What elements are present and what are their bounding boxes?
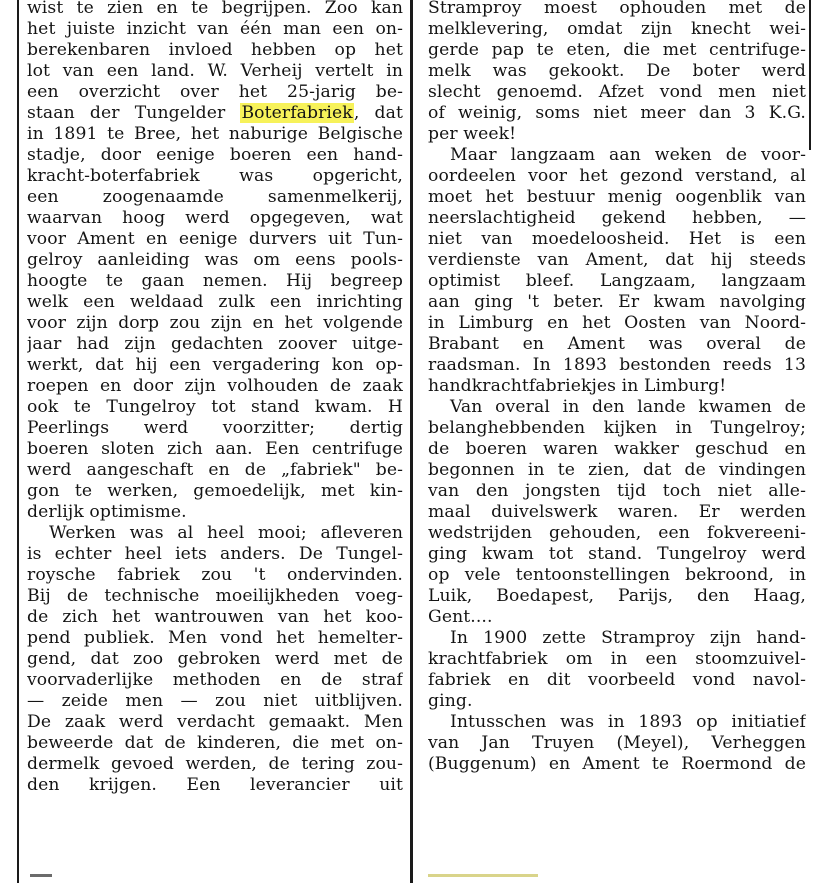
text-line: fabriek en dit voorbeeld vond navol- <box>428 670 806 690</box>
text-line: waarvan hoog werd opgegeven, wat <box>27 208 403 228</box>
text-line: voor zijn dorp zou zijn en het volgende <box>27 313 403 333</box>
text-line: ging. <box>428 691 473 711</box>
cut-off-text-fragment <box>428 874 538 877</box>
text-line: (Buggenum) en Ament te Roermond de <box>428 754 806 774</box>
text-line: gelroy aanleiding was om eens pools- <box>27 250 403 270</box>
text-line: Brabant en Ament was overal de <box>428 334 806 354</box>
text-line: wedstrijden gehouden, een fokvereeni- <box>428 523 806 543</box>
article-column-left <box>27 0 403 796</box>
text-line: beweerde dat de kinderen, die met on- <box>27 733 403 753</box>
text-line: — zeide men — zou niet uitblijven. <box>27 691 403 711</box>
text-line: van den jongsten tijd toch niet alle- <box>428 481 806 501</box>
text-line: raadsman. In 1893 bestonden reeds 13 <box>428 355 806 375</box>
text-line: op vele tentoonstellingen bekroond, in <box>428 565 806 585</box>
text-line: per week! <box>428 124 517 144</box>
text-line: begonnen in te zien, dat de vindingen <box>428 460 806 480</box>
text-line: in 1891 te Bree, het naburige Belgische <box>27 124 403 144</box>
text-line: voorvaderlijke methoden en de straf <box>27 670 403 690</box>
text-line: kracht-boterfabriek was opgericht, <box>27 166 403 186</box>
text-line: gon te werken, gemoedelijk, met kin- <box>27 481 403 501</box>
column-rule-right <box>809 0 811 150</box>
text-line: werkt, dat hij een vergadering kon op- <box>27 355 403 375</box>
text-line: slecht genoemd. Afzet vond men niet <box>428 82 806 102</box>
text-line: boeren sloten zich aan. Een centrifuge <box>27 439 403 459</box>
text-line: Gent.... <box>428 607 493 627</box>
text-line: Peerlings werd voorzitter; dertig <box>27 418 403 438</box>
text-line: In 1900 zette Stramproy zijn hand- <box>450 628 806 648</box>
text-line: van Jan Truyen (Meyel), Verheggen <box>428 733 806 753</box>
text-line: ging kwam tot stand. Tungelroy werd <box>428 544 806 564</box>
text-line: niet van moedeloosheid. Het is een <box>428 229 806 249</box>
text-line: een zoogenaamde samenmelkerij, <box>27 187 403 207</box>
column-rule-middle <box>410 0 413 883</box>
text-line: melklevering, omdat zijn knecht wei- <box>428 19 806 39</box>
text-line: werd aangeschaft en de „fabriek" be- <box>27 460 403 480</box>
text-line: maal duivelswerk waren. Er werden <box>428 502 806 522</box>
text-line: in Limburg en het Oosten van Noord- <box>428 313 806 333</box>
text-line: gend, dat zoo gebroken werd met de <box>27 649 403 669</box>
text-line: staan der Tungelder Boterfabriek, dat <box>27 103 403 123</box>
text-line: roysche fabriek zou 't ondervinden. <box>27 565 403 585</box>
text-line: voor Ament en eenige durvers uit Tun- <box>27 229 403 249</box>
text-line: hoogte te gaan nemen. Hij begreep <box>27 271 403 291</box>
text-line: Luik, Boedapest, Parijs, den Haag, <box>428 586 806 606</box>
text-line: stadje, door eenige boeren een hand- <box>27 145 403 165</box>
text-line: De zaak werd verdacht gemaakt. Men <box>27 712 403 732</box>
column-rule-left <box>17 0 19 883</box>
text-line: oordeelen voor het gezond verstand, al <box>428 166 806 186</box>
text-line: pend publiek. Men vond het hemelter- <box>27 628 403 648</box>
text-line: lot van een land. W. Verheij vertelt in <box>27 61 403 81</box>
text-line: optimist bleef. Langzaam, langzaam <box>428 271 806 291</box>
text-line: derlijk optimisme. <box>27 502 187 522</box>
text-line: Intusschen was in 1893 op initiatief <box>450 712 806 732</box>
text-line: het juiste inzicht van één man een on- <box>27 19 403 39</box>
text-line: of weinig, soms niet meer dan 3 K.G. <box>428 103 806 123</box>
text-line: belanghebbenden kijken in Tungelroy; <box>428 418 806 438</box>
article-column-right <box>428 0 806 775</box>
text-line: de zich het wantrouwen van het koo- <box>27 607 403 627</box>
text-line: moet het bestuur menig oogenblik van <box>428 187 806 207</box>
text-line: verdienste van Ament, dat hij steeds <box>428 250 806 270</box>
text-line: Stramproy moest ophouden met de <box>428 0 806 18</box>
text-line: Van overal in den lande kwamen de <box>450 397 806 417</box>
text-line: berekenbaren invloed hebben op het <box>27 40 403 60</box>
text-line: een overzicht over het 25-jarig be- <box>27 82 403 102</box>
text-line: dermelk gevoed werden, de tering zou- <box>27 754 403 774</box>
text-line: jaar had zijn gedachten zoover uitge- <box>27 334 403 354</box>
text-line: krachtfabriek om in een stoomzuivel- <box>428 649 806 669</box>
text-line: gerde pap te eten, die met centrifuge- <box>428 40 806 60</box>
text-line: Werken was al heel mooi; afleveren <box>49 523 403 543</box>
text-line: welk een weldaad zulk een inrichting <box>27 292 403 312</box>
text-line: Bij de technische moeilijkheden voeg- <box>27 586 403 606</box>
text-line: roepen en door zijn volhouden de zaak <box>27 376 403 396</box>
text-line: Maar langzaam aan weken de voor- <box>450 145 806 165</box>
text-line: melk was gekookt. De boter werd <box>428 61 806 81</box>
text-line: de boeren waren wakker geschud en <box>428 439 806 459</box>
text-line: handkrachtfabriekjes in Limburg! <box>428 376 727 396</box>
highlighted-search-term: Boterfabriek <box>241 103 353 123</box>
text-line: wist te zien en te begrijpen. Zoo kan <box>27 0 403 18</box>
text-line: den krijgen. Een leverancier uit <box>27 775 403 795</box>
text-line: neerslachtigheid gekend hebben, — <box>428 208 806 228</box>
text-line: aan ging 't beter. Er kwam navolging <box>428 292 806 312</box>
cut-off-text-fragment <box>30 874 52 877</box>
text-line: ook te Tungelroy tot stand kwam. H <box>27 397 403 417</box>
text-line: is echter heel iets anders. De Tungel- <box>27 544 403 564</box>
